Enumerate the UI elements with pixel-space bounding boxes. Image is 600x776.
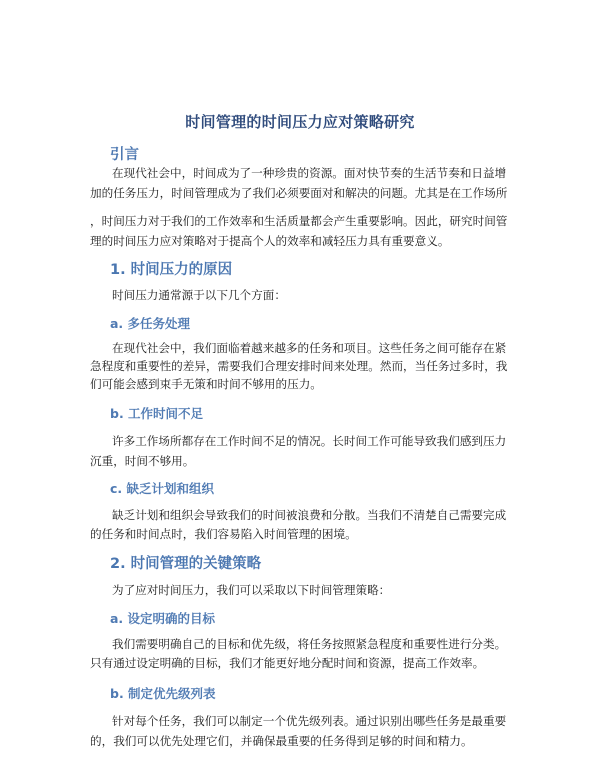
section1c-line-1: 缺乏计划和组织会导致我们的时间被浪费和分散。当我们不清楚自己需要完成 [112,508,507,522]
section2a-line-1: 我们需要明确自己的目标和优先级，将任务按照紧急程度和重要性进行分类。 [112,637,507,651]
intro-line-4: 理的时间压力应对策略对于提高个人的效率和减轻压力具有重要意义。 [90,234,450,248]
section1a-line-3: 们可能会感到束手无策和时间不够用的压力。 [90,377,322,391]
section1-lead: 时间压力通常源于以下几个方面： [112,288,286,302]
section1b-line-1: 许多工作场所都存在工作时间不足的情况。长时间工作可能导致我们感到压力 [112,434,507,448]
section1b-heading: b. 工作时间不足 [110,406,204,421]
section2-lead: 为了应对时间压力，我们可以采取以下时间管理策略： [112,583,391,597]
intro-line-2: 加的任务压力，时间管理成为了我们必须要面对和解决的问题。尤其是在工作场所 [90,186,508,200]
section1a-line-1: 在现代社会中，我们面临着越来越多的任务和项目。这些任务之间可能存在紧 [112,341,507,355]
section2b-line-2: 的，我们可以优先处理它们，并确保最重要的任务得到足够的时间和精力。 [90,734,473,748]
intro-heading: 引言 [110,147,139,163]
document-title: 时间管理的时间压力应对策略研究 [185,113,415,131]
intro-line-3: ，时间压力对于我们的工作效率和生活质量都会产生重要影响。因此，研究时间管 [90,214,508,228]
intro-line-1: 在现代社会中，时间成为了一种珍贵的资源。面对快节奏的生活节奏和日益增 [112,166,507,180]
section2a-line-2: 只有通过设定明确的目标，我们才能更好地分配时间和资源，提高工作效率。 [90,656,485,670]
section1c-line-2: 的任务和时间点时，我们容易陷入时间管理的困境。 [90,527,357,541]
section1c-heading: c. 缺乏计划和组织 [110,481,215,496]
section2-heading: 2. 时间管理的关键策略 [110,556,262,572]
section1-heading: 1. 时间压力的原因 [110,262,233,278]
section1a-line-2: 急程度和重要性的差异，需要我们合理安排时间来处理。然而，当任务过多时，我 [90,359,508,373]
section1b-line-2: 沉重，时间不够用。 [90,454,195,468]
section2b-line-1: 针对每个任务，我们可以制定一个优先级列表。通过识别出哪些任务是最重要 [112,714,507,728]
section2b-heading: b. 制定优先级列表 [110,686,216,701]
section1a-heading: a. 多任务处理 [110,316,191,331]
section2a-heading: a. 设定明确的目标 [110,611,216,626]
